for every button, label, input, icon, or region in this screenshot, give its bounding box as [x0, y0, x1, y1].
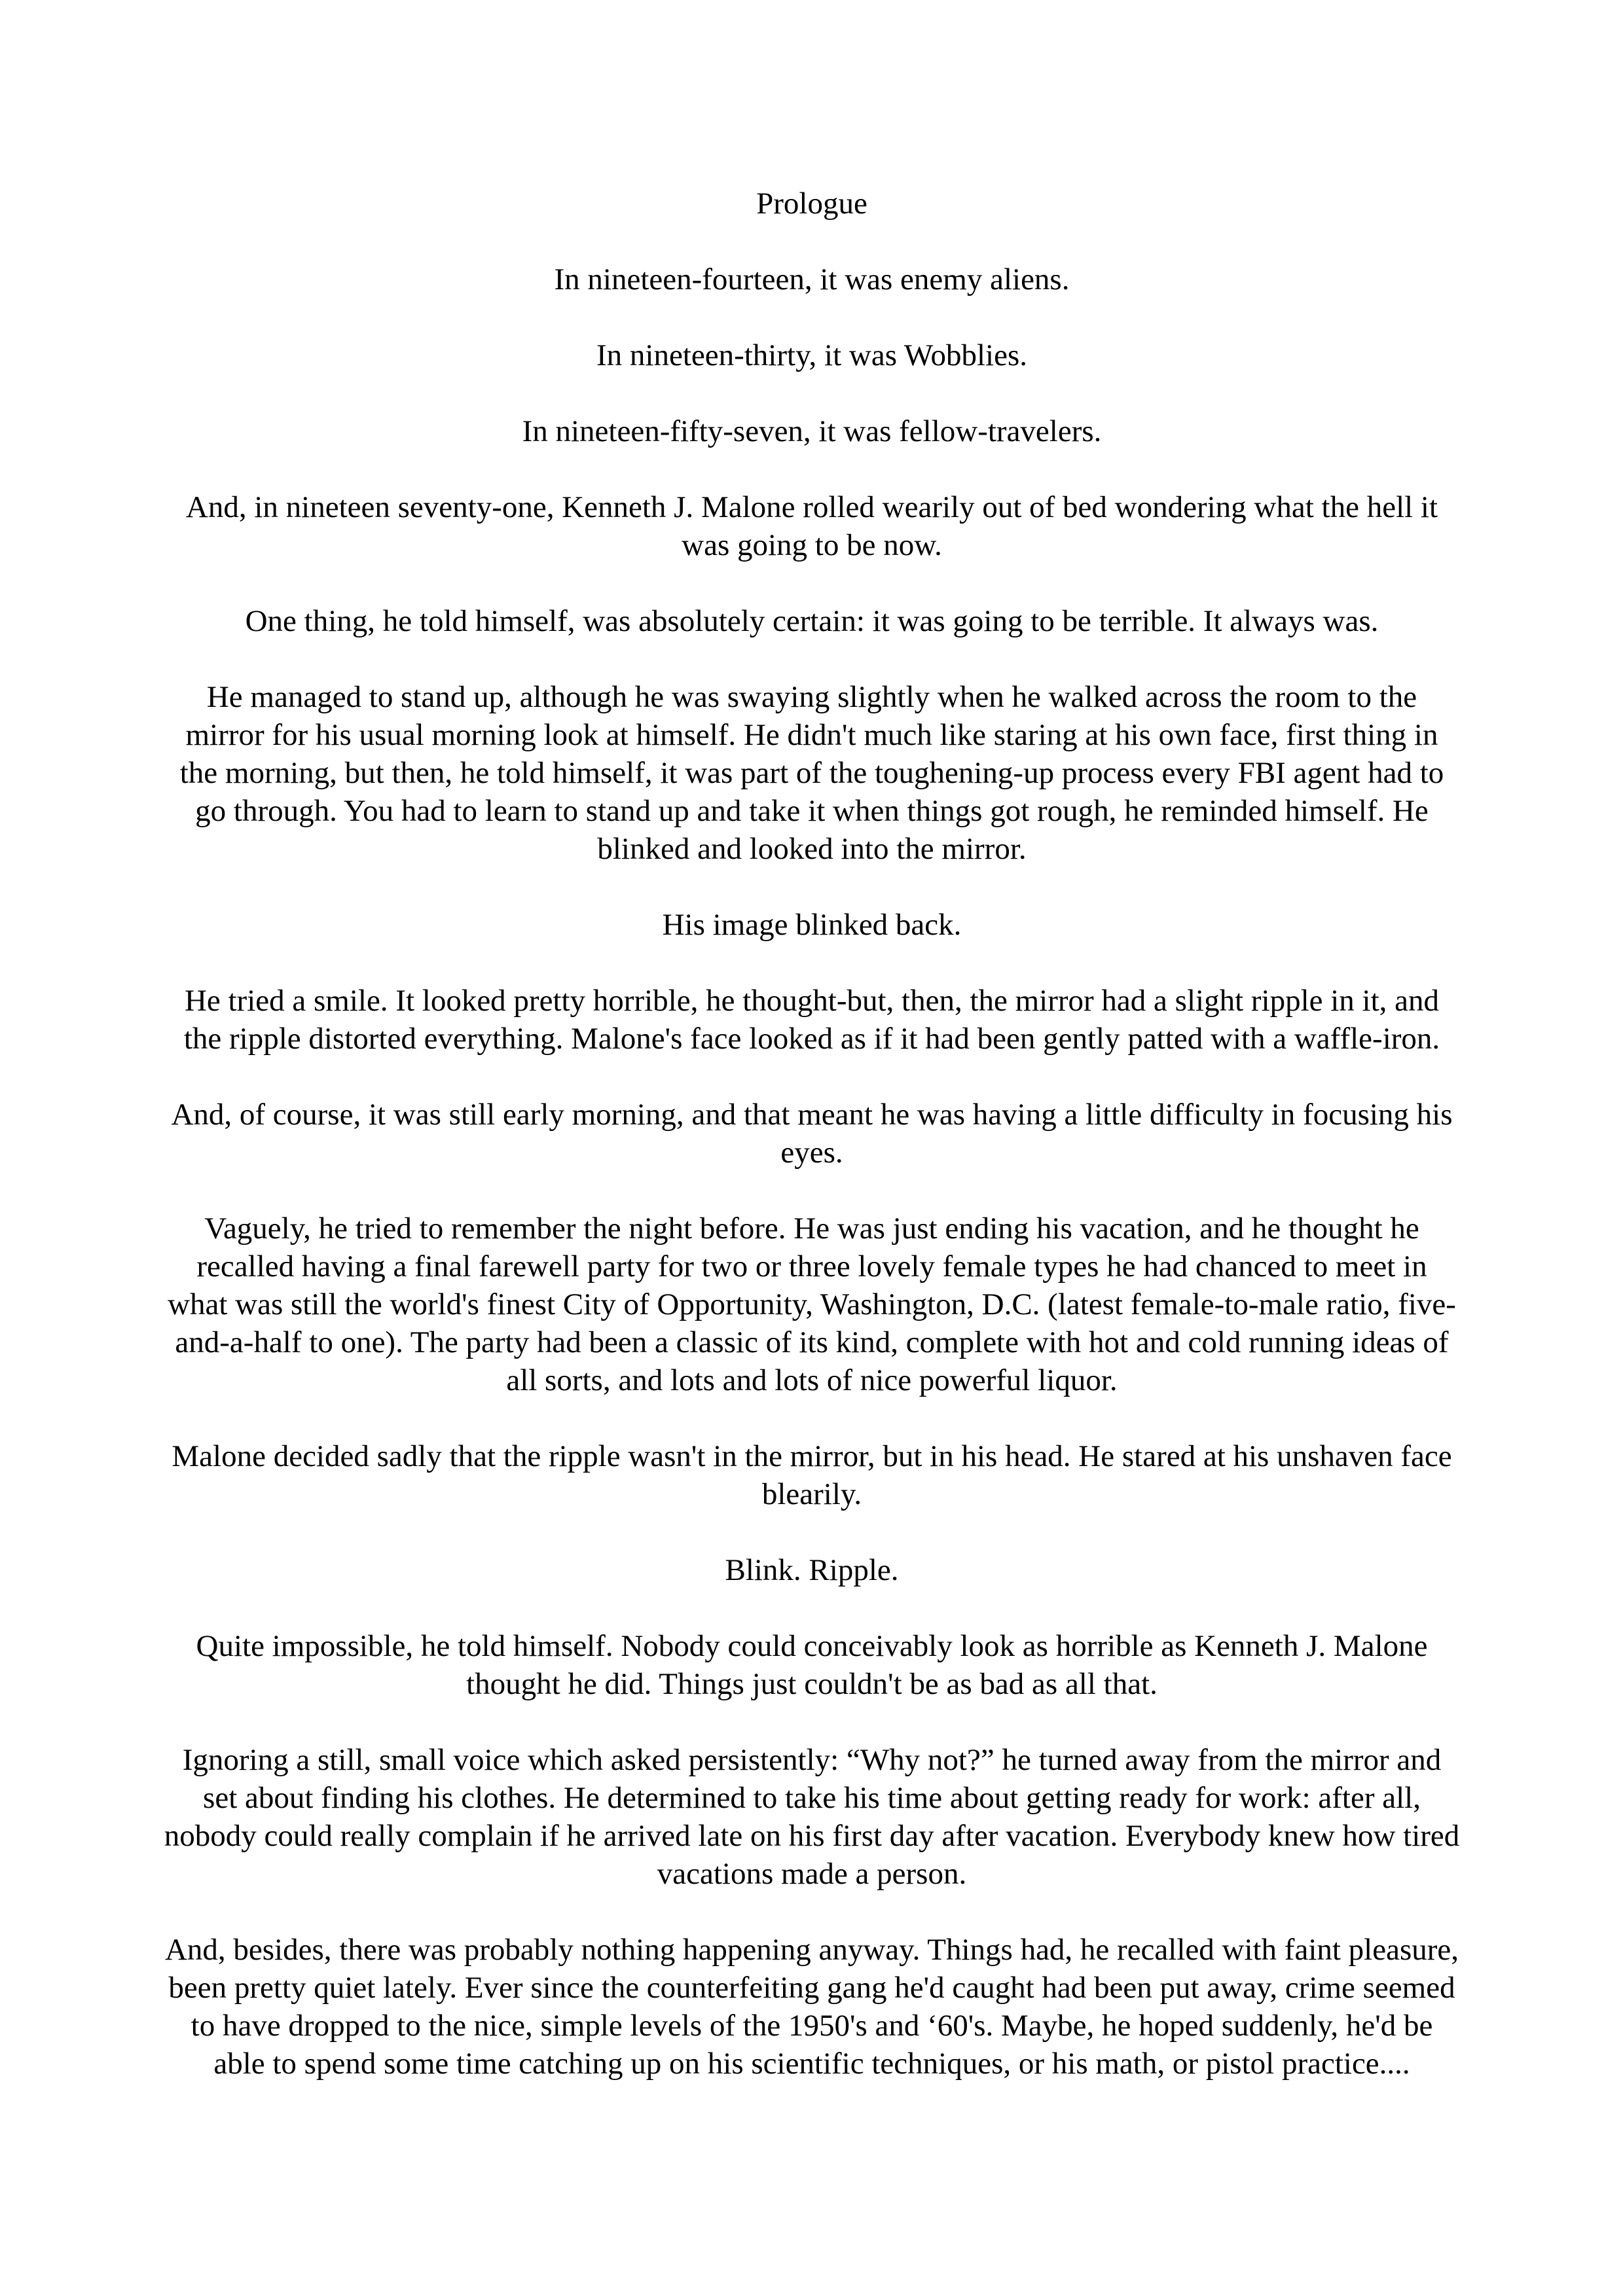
paragraph-12: Blink. Ripple. — [725, 1553, 899, 1587]
chapter-title: Prologue — [756, 187, 867, 221]
paragraph-3: In nineteen-fifty-seven, it was fellow-travelers. — [522, 414, 1102, 448]
paragraph-14: Ignoring a still, small voice which asked persistently: “Why not?” he turned away from the mirror and set about finding his clothes. He determined to take his time about getting ready for work: after all, nobody could really complain if he arrived late on his first day after vacation. Everybody knew how tired vacations made a person. — [164, 1743, 1460, 1891]
paragraph-8: He tried a smile. It looked pretty horrible, he thought-but, then, the mirror had a slight ripple in it, and the ripple distorted everything. Malone's face looked as if it had been gently patted with a waffle-iron. — [183, 984, 1440, 1056]
paragraph-9: And, of course, it was still early morning, and that meant he was having a little difficulty in focusing his eyes. — [171, 1098, 1453, 1170]
paragraph-5: One thing, he told himself, was absolutely certain: it was going to be terrible. It always was. — [245, 604, 1379, 638]
paragraph-4: And, in nineteen seventy-one, Kenneth J. Malone rolled wearily out of bed wondering what the hell it was going to be now. — [185, 490, 1438, 562]
paragraph-15: And, besides, there was probably nothing happening anyway. Things had, he recalled with faint pleasure, been pretty quiet lately. Ever since the counterfeiting gang he'd caught had been put away, crime seemed to have dropped to the nice, simple levels of the 1950's and ‘60's. Maybe, he hoped suddenly, he'd be able to spend some time catching up on his scientific techniques, or his math, or pistol practice.... — [164, 1933, 1459, 2081]
paragraph-11: Malone decided sadly that the ripple wasn't in the mirror, but in his head. He stared at his unshaven face blearily. — [172, 1439, 1452, 1511]
paragraph-10: Vaguely, he tried to remember the night before. He was just ending his vacation, and he thought he recalled having a final farewell party for two or three lovely female types he had chanced to meet in what was still the world's finest City of Opportunity, Washington, D.C. (latest female-to-male ratio, five-and-a-half to one). The party had been a classic of its kind, complete with hot and cold running ideas of all sorts, and lots and lots of nice powerful liquor. — [168, 1211, 1456, 1397]
paragraph-13: Quite impossible, he told himself. Nobody could conceivably look as horrible as Kenneth J. Malone thought he did. Things just couldn't be as bad as all that. — [196, 1629, 1428, 1701]
paragraph-6: He managed to stand up, although he was swaying slightly when he walked across the room to the mirror for his usual morning look at himself. He didn't much like staring at his own face, first thing in the morning, but then, he told himself, it was part of the toughening-up process every FBI agent had to go through. You had to learn to stand up and take it when things got rough, he reminded himself. He blinked and looked into the mirror. — [179, 680, 1444, 866]
document-body — [164, 185, 1460, 2121]
paragraph-2: In nineteen-thirty, it was Wobblies. — [596, 338, 1027, 372]
paragraph-1: In nineteen-fourteen, it was enemy aliens. — [554, 262, 1070, 296]
paragraph-7: His image blinked back. — [662, 908, 962, 942]
